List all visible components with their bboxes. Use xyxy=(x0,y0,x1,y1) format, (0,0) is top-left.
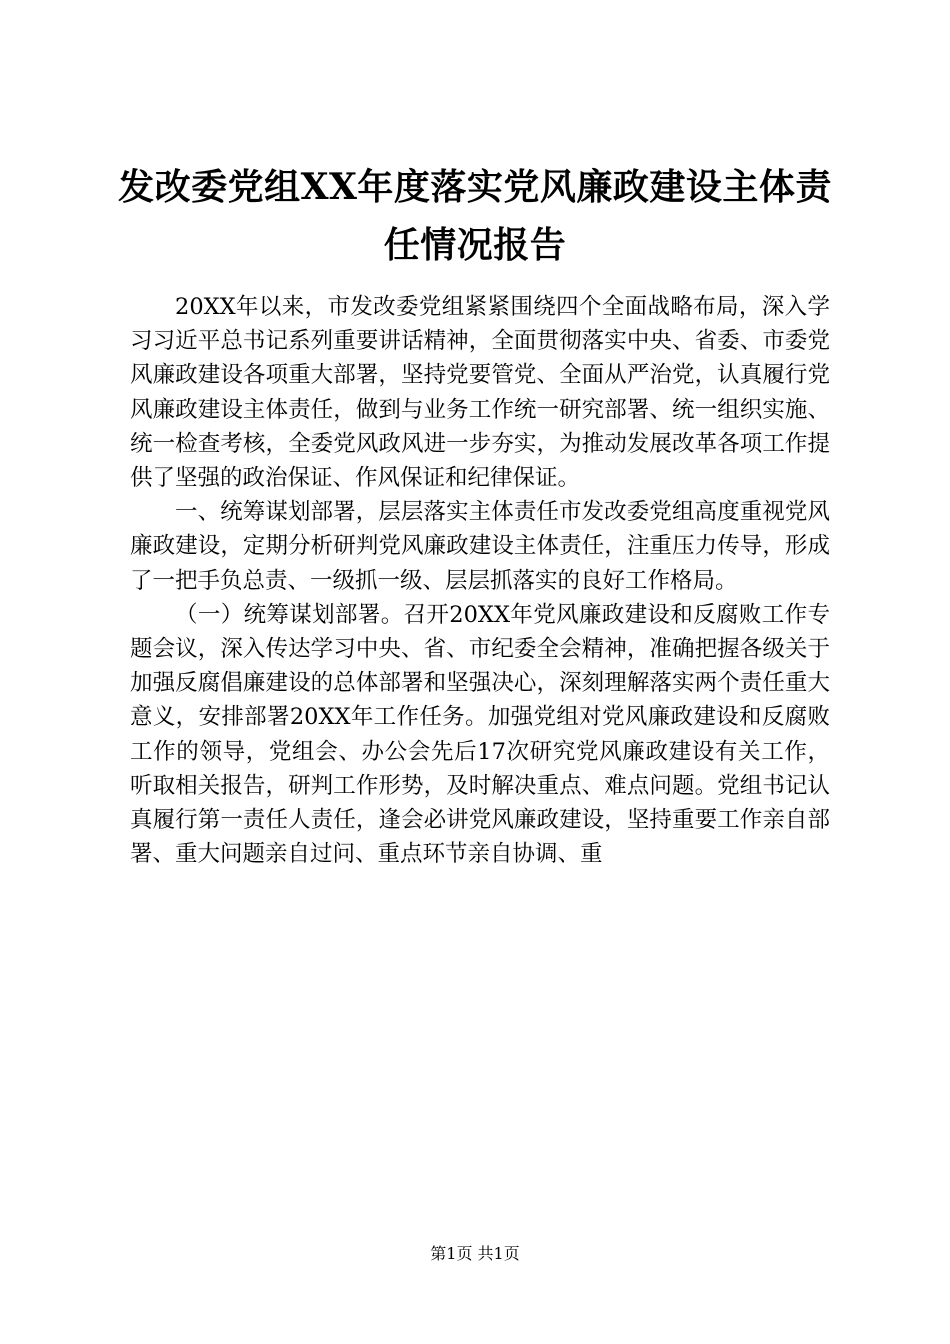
paragraph-section-1: 一、统筹谋划部署，层层落实主体责任市发改委党组高度重视党风廉政建设，定期分析研判党风廉政建设主体责任，注重压力传导，形成了一把手负总责、一级抓一级、层层抓落实的良好工作格局。 xyxy=(130,499,830,594)
paragraph-intro: 20XX年以来，市发改委党组紧紧围绕四个全面战略布局，深入学习习近平总书记系列重要讲话精神，全面贯彻落实中央、省委、市委党风廉政建设各项重大部署，坚持党要管党、全面从严治党，认真履行党风廉政建设主体责任，做到与业务工作统一研究部署、统一组织实施、统一检查考核，全委党风政风进一步夯实，为推动发展改革各项工作提供了坚强的政治保证、作风保证和纪律保证。 xyxy=(130,294,830,492)
document-title: 发改委党组XX年度落实党风廉政建设主体责任情况报告 xyxy=(118,166,832,266)
page-footer: 第1页 共1页 xyxy=(430,1244,520,1263)
document-body xyxy=(130,290,830,871)
paragraph-subsection-1: （一）统筹谋划部署。召开20XX年党风廉政建设和反腐败工作专题会议，深入传达学习中央、省、市纪委全会精神，准确把握各级关于加强反腐倡廉建设的总体部署和坚强决心，深刻理解落实两个责任重大意义，安排部署20XX年工作任务。加强党组对党风廉政建设和反腐败工作的领导，党组会、办公会先后17次研究党风廉政建设有关工作，听取相关报告，研判工作形势，及时解决重点、难点问题。党组书记认真履行第一责任人责任，逢会必讲党风廉政建设，坚持重要工作亲自部署、重大问题亲自过问、重点环节亲自协调、重 xyxy=(130,601,830,868)
